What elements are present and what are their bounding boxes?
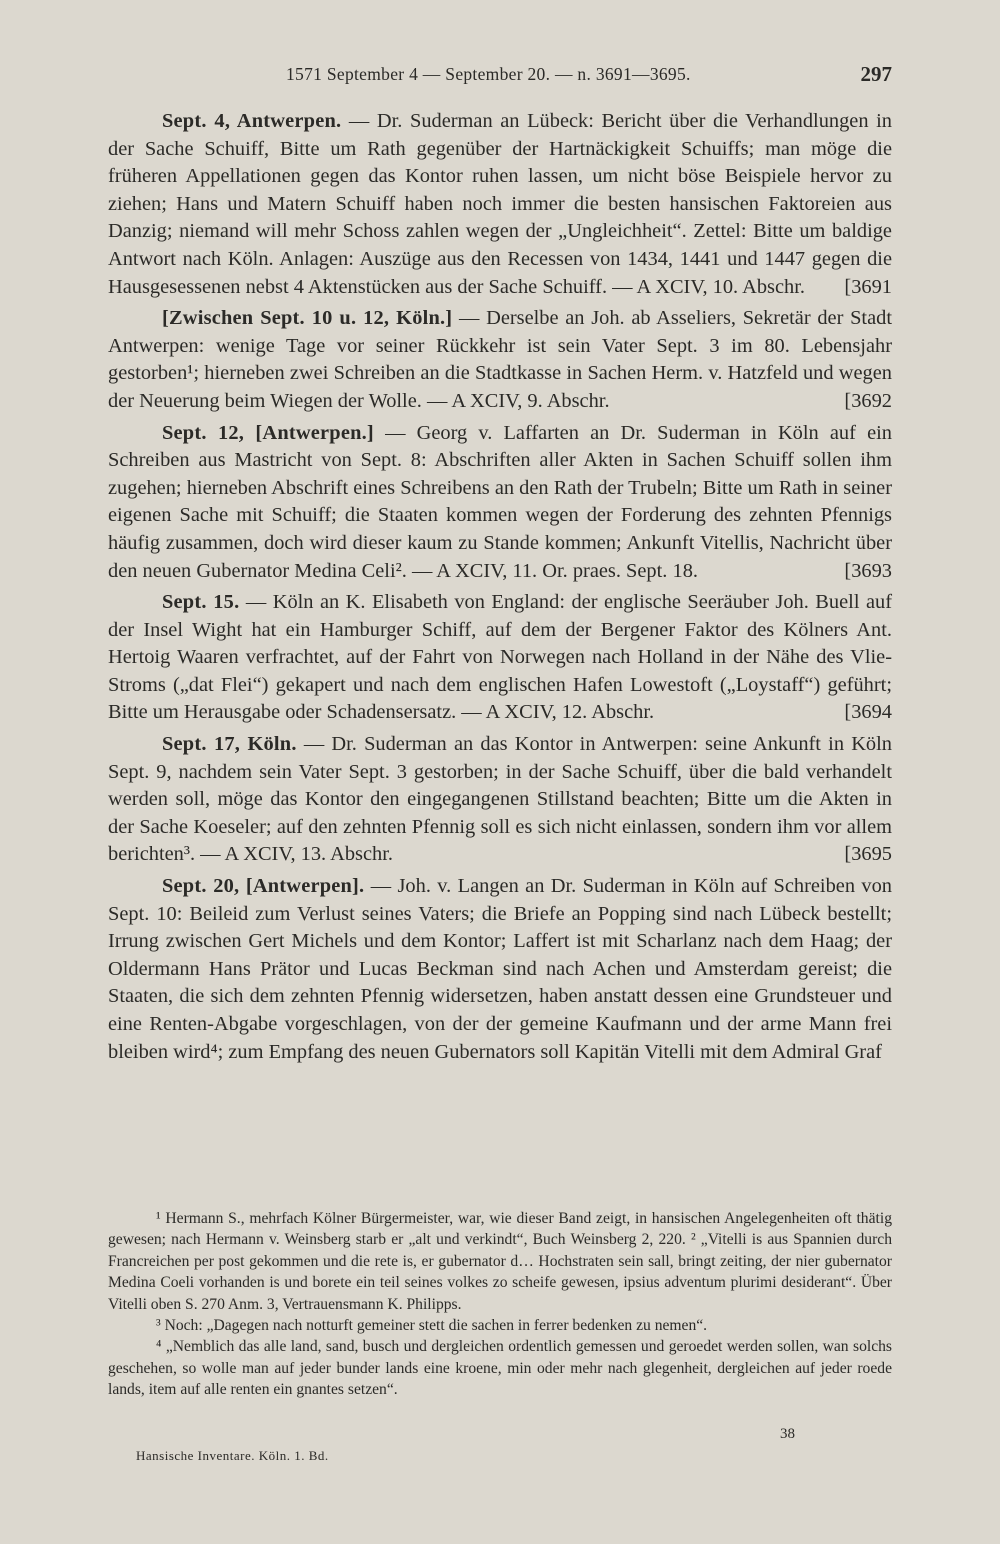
page-footer — [108, 1426, 892, 1488]
entry-text: — Georg v. Laffarten an Dr. Suderman in Köln auf ein Schreiben aus Mastricht von Sept. 8: Abschriften aller Akten in Sachen Schuiff sollen ihm zugehen; hierneben Abschrift eines Schreibens an den Rath der Trubeln; Bitte um Rath in seiner eigenen Sache mit Schuiff; die Staaten kommen wegen der Forderung des zehnten Pfennigs häufig zusammen, doch wird dieser kaum zu Stande kommen; Ankunft Vitellis, Nachricht über den neuen Gubernator Medina Celi². — A XCIV, 11. Or. praes. Sept. 18. — [108, 421, 892, 582]
entry-number: [3695 — [844, 843, 892, 866]
footnote: ⁴ „Nemblich das alle land, sand, busch und dergleichen ordentlich gemessen und geroedet werden sollen, wan solchs geschehen, so wolle man auf jeder bunder lands eine kroene, min oder mehr nach glegenheit, dergleichen auf jeder roede lands, item auf alle renten ein gnantes setzen“. — [108, 1338, 892, 1399]
entry-date-place: Sept. 12, [Antwerpen.] — [162, 421, 374, 444]
regest-entry — [108, 420, 892, 586]
entry-date-place: Sept. 15. — [162, 591, 240, 614]
series-title: Hansische Inventare. Köln. 1. Bd. — [136, 1448, 329, 1463]
entry-text: — Joh. v. Langen an Dr. Suderman in Köln auf Schreiben von Sept. 10: Beileid zum Verlust seines Vaters; die Briefe an Popping sind nach Lübeck bestellt; Irrung zwischen Gert Michels und dem Kontor; Laffert ist mit Scharlanz nach dem Haag; der Oldermann Hans Prätor und Lucas Beckman sind nach Achen und Amsterdam gereist; die Staaten, die sich dem zehnten Pfennig widersetzen, haben anstatt dessen eine Grundsteuer und eine Renten-Abgabe vorgeschlagen, von der der gemeine Kaufmann und der arme Mann frei bleiben wird⁴; zum Empfang des neuen Gubernators soll Kapitän Vitelli mit dem Admiral Graf — [108, 875, 892, 1063]
entry-text: — Dr. Suderman an Lübeck: Bericht über die Verhandlungen in der Sache Schuiff, Bitte um Rath gegenüber der Hartnäckigkeit Schuiffs; man möge die früheren Appellationen gegen das Kontor ruhen lassen, um nicht böse Beispiele hervor zu ziehen; Hans und Matern Schuiff haben noch immer die besten hansischen Faktoreien aus Danzig; niemand will mehr Schoss zahlen wegen der „Ungleichheit“. Zettel: Bitte um baldige Antwort nach Köln. Anlagen: Auszüge aus den Recessen von 1434, 1441 und 1447 gegen die Hausgesessenen nebst 4 Aktenstücken aus der Sache Schuiff. — A XCIV, 10. Abschr. — [108, 110, 892, 298]
entry-text: — Dr. Suderman an das Kontor in Antwerpen: seine Ankunft in Köln Sept. 9, nachdem sein Vater Sept. 3 gestorben; in der Sache Schuiff, über die bald verhandelt werden soll, möge das Kontor den eingegangenen Stillstand beachten; Bitte um die Akten in der Sache Koeseler; auf den zehnten Pfennig soll es sich nicht einlassen, sondern ihm vor allem berichten³. — A XCIV, 13. Abschr. — [108, 733, 892, 866]
regest-entry — [108, 108, 892, 301]
entry-number: [3692 — [844, 389, 892, 412]
footnote: ³ Noch: „Dagegen nach notturft gemeiner stett die sachen in ferrer bedenken zu nemen“. — [156, 1317, 708, 1335]
regest-entry — [108, 305, 892, 415]
regest-list — [108, 108, 892, 1066]
entry-date-place: Sept. 4, Antwerpen. — [162, 110, 342, 132]
entry-date-place: [Zwischen Sept. 10 u. 12, Köln.] — [162, 307, 453, 330]
entry-number: [3693 — [844, 559, 892, 582]
entry-number: [3694 — [844, 701, 892, 724]
regest-entry — [108, 873, 892, 1066]
footnotes — [108, 1208, 892, 1401]
entry-text: — Derselbe an Joh. ab Asseliers, Sekretär der Stadt Antwerpen: wenige Tage vor seiner Rückkehr ist sein Vater Sept. 3 im 80. Lebensjahr gestorben¹; hierneben zwei Schreiben an die Stadtkasse in Sachen Herm. v. Hatzfeld und wegen der Neuerung beim Wiegen der Wolle. — A XCIV, 9. Abschr. — [108, 307, 892, 412]
page-number: 297 — [860, 62, 892, 86]
regest-entry — [108, 589, 892, 727]
entry-date-place: Sept. 17, Köln. — [162, 733, 297, 756]
entry-text: — Köln an K. Elisabeth von England: der englische Seeräuber Joh. Buell auf der Insel Wight hat ein Hamburger Schiff, auf dem der Bergener Faktor des Kölners Ant. Hertoig Waaren verfrachtet, auf der Fahrt von Norwegen nach Holland in der Nähe des Vlie-Stroms („dat Flei“) gekapert und nach dem englischen Hafen Lowestoft („Loystaff“) geführt; Bitte um Herausgabe oder Schadensersatz. — A XCIV, 12. Abschr. — [108, 591, 892, 724]
signature-mark: 38 — [780, 1426, 795, 1442]
entry-number: [3691 — [844, 275, 892, 298]
footnote: ¹ Hermann S., mehrfach Kölner Bürgermeister, war, wie dieser Band zeigt, in hansischen Angelegenheiten oft thätig gewesen; nach Hermann v. Weinsberg starb er „alt und verkindt“, Buch Weinsberg 2, 220. ² „Vitelli is aus Spannien durch Francreichen per post gekommen und die rete is, er gubernator d… Hochstraten sein sall, bringt zeiting, der nier gubernator Medina Coeli vorhanden is und borete ein teil seines volkes zo scheife gewesen, ipsius adventum plurimi desiderant“. Über Vitelli oben S. 270 Anm. 3, Vertrauensmann K. Philipps. — [108, 1210, 892, 1313]
regest-entry — [108, 731, 892, 869]
entry-date-place: Sept. 20, [Antwerpen]. — [162, 875, 365, 898]
page-header — [108, 62, 892, 92]
running-head: 1571 September 4 — September 20. — n. 3691—3695. — [286, 64, 691, 84]
